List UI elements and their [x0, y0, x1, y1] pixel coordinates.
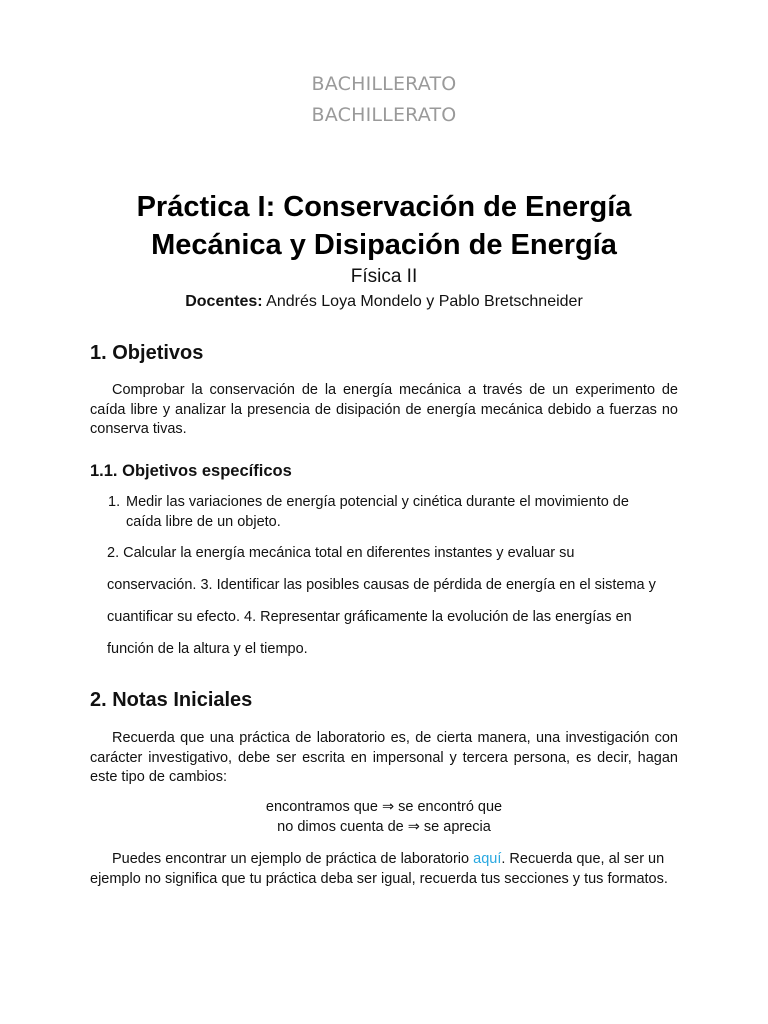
example-line-1: encontramos que ⇒ se encontró que	[265, 799, 503, 815]
header-line-2: BACHILLERATO	[311, 104, 457, 126]
objectives-line-a: 2. Calcular la energía mecánica total en diferentes instantes y evaluar su	[107, 545, 575, 561]
example-link-paragraph	[90, 850, 678, 889]
section-heading-objetivos: 1. Objetivos	[90, 342, 204, 364]
list-item	[108, 492, 668, 532]
title-line-2: Mecánica y Disipación de Energía	[151, 229, 617, 261]
subject-subtitle: Física II	[350, 266, 418, 287]
docentes-names: Andrés Loya Mondelo y Pablo Bretschneider	[262, 293, 583, 310]
aqui-link[interactable]: aquí	[473, 851, 502, 867]
section-heading-notas-iniciales: 2. Notas Iniciales	[90, 689, 253, 711]
objetivos-paragraph: Comprobar la conservación de la energía mecánica a través de un experimento de caída libre y analizar la presencia de disipación de energía mecánica debido a fuerzas no conserva tivas.	[90, 382, 678, 437]
list-item-text-line-1: Medir las variaciones de energía potencial y cinética durante el movimiento de	[126, 494, 629, 510]
paragraph-text-after-link: . Recuerda que, al ser un ejemplo no significa que tu práctica deba ser igual, recuerda tus secciones y tus formatos.	[90, 851, 668, 887]
objectives-line-d: función de la altura y el tiempo.	[107, 641, 308, 657]
title-line-1: Práctica I: Conservación de Energía	[136, 191, 632, 223]
example-line-2: no dimos cuenta de ⇒ se aprecia	[277, 819, 491, 835]
header-line-1: BACHILLERATO	[311, 73, 457, 95]
list-item-number: 1.	[108, 494, 121, 510]
subsection-heading-objetivos-especificos: 1.1. Objetivos específicos	[90, 462, 292, 480]
docentes-label: Docentes:	[185, 293, 263, 310]
objectives-line-b: conservación. 3. Identificar las posibles causas de pérdida de energía en el sistema y	[107, 577, 656, 593]
document-title	[0, 188, 768, 264]
notas-paragraph: Recuerda que una práctica de laboratorio es, de cierta manera, una investigación con carácter investigativo, debe ser escrita en impersonal y tercera persona, es decir, hagan este tipo de cambios:	[90, 730, 678, 785]
docentes-line	[0, 293, 768, 311]
list-item-text-line-2: caída libre de un objeto.	[126, 514, 281, 530]
objectives-line-c: cuantificar su efecto. 4. Representar gráficamente la evolución de las energías en	[107, 609, 632, 625]
paragraph-text-before-link: Puedes encontrar un ejemplo de práctica de laboratorio	[112, 851, 474, 867]
